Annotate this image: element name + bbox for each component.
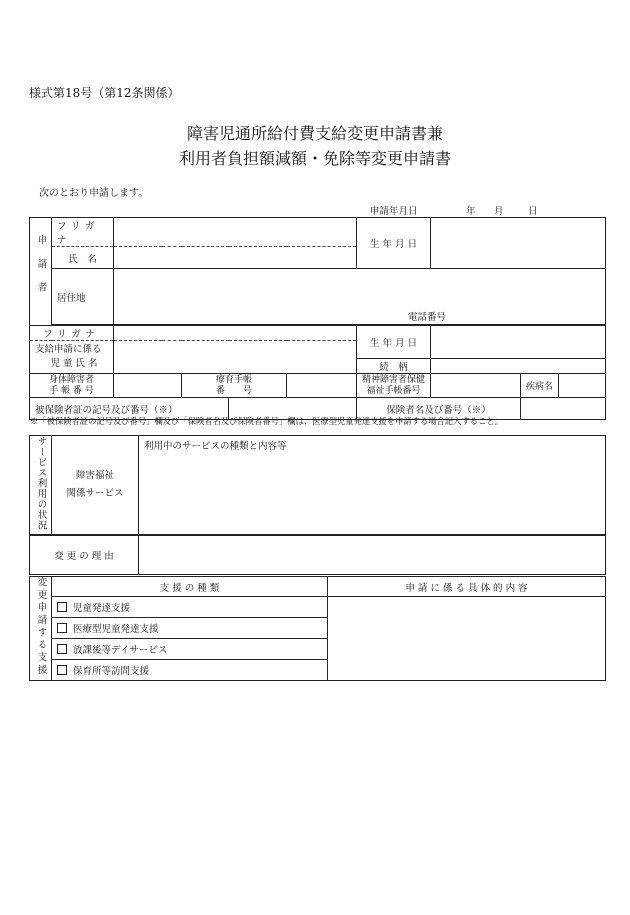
rehab-cert-field[interactable] xyxy=(287,374,357,398)
insurer-label: 保険者名及び番号（※） xyxy=(357,398,521,420)
support-option-after-school-day-service[interactable]: 放課後等デイサービス xyxy=(52,639,328,660)
physical-cert-label: 身体障害者 手 帳 番 号 xyxy=(30,374,114,398)
support-option-medical-child-development[interactable]: 医療型児童発達支援 xyxy=(52,618,328,639)
support-type-header: 支 援 の 種 類 xyxy=(52,577,328,597)
phone-label: 電話番号 xyxy=(408,312,447,323)
page-subtitle: 利用者負担額減額・免除等変更申請書 xyxy=(178,149,451,168)
support-detail-field[interactable] xyxy=(328,597,606,681)
applicant-birthdate-label: 生 年 月 日 xyxy=(357,218,431,269)
footnote: ※「被保険者証の記号及び番号」欄及び「保険者名及び保険者番号」欄は、医療型児童発達支援を申請する場合記入すること。 xyxy=(30,416,503,426)
date-day-label: 日 xyxy=(528,206,538,217)
support-option-child-development[interactable]: 児童発達支援 xyxy=(52,597,328,618)
support-change-table xyxy=(29,576,606,681)
physical-cert-field[interactable] xyxy=(114,374,182,398)
date-year-label: 年 xyxy=(466,206,476,217)
applicant-furigana-field[interactable] xyxy=(114,218,357,247)
applicant-section-label: 申請者 xyxy=(30,218,52,326)
change-reason-field[interactable] xyxy=(139,535,606,575)
applicant-address-label: 居住地 xyxy=(52,269,114,325)
disease-label: 疾病名 xyxy=(521,374,559,398)
form-number: 様式第18号（第12条関係） xyxy=(29,86,180,100)
checkbox-icon[interactable] xyxy=(57,623,67,633)
service-content-label: 利用中のサービスの種類と内容等 xyxy=(144,441,287,452)
support-change-section-label: 変更申請する支援 xyxy=(30,577,52,681)
insurer-field[interactable] xyxy=(521,398,606,420)
checkbox-icon[interactable] xyxy=(57,644,67,654)
applicant-address-field[interactable] xyxy=(114,269,606,325)
disease-field[interactable] xyxy=(559,374,606,398)
service-table xyxy=(29,435,606,575)
child-name-label: 支給申請に係る 児 童 氏 名 xyxy=(30,341,114,374)
applicant-name-label: 氏 名 xyxy=(52,247,114,269)
child-birthdate-label: 生 年 月 日 xyxy=(357,326,431,359)
child-name-field[interactable] xyxy=(114,341,357,374)
applicant-furigana-label: フリガナ xyxy=(52,218,114,247)
change-reason-label: 変 更 の 理 由 xyxy=(30,535,139,575)
checkbox-icon[interactable] xyxy=(57,665,67,675)
child-birthdate-field[interactable] xyxy=(431,326,606,359)
service-content-field[interactable] xyxy=(139,436,606,535)
application-date-label: 申請年月日 xyxy=(370,206,418,217)
rehab-cert-label: 療育手帳 番 号 xyxy=(182,374,287,398)
support-detail-header: 申 請 に 係 る 具 体 的 内 容 xyxy=(328,577,606,597)
relationship-label: 続 柄 xyxy=(357,359,431,374)
lead-text: 次のとおり申請します。 xyxy=(39,188,149,199)
child-furigana-field[interactable] xyxy=(114,326,357,341)
date-month-label: 月 xyxy=(494,206,504,217)
mental-cert-field[interactable] xyxy=(431,374,521,398)
applicant-birthdate-field[interactable] xyxy=(431,218,606,269)
page-title: 障害児通所給付費支給変更申請書兼 xyxy=(186,124,443,143)
mental-cert-label: 精神障害者保健 福祉手帳番号 xyxy=(357,374,431,398)
insured-number-label: 被保険者証の記号及び番号（※） xyxy=(30,398,229,420)
service-category-label: 障害福祉 関係サービス xyxy=(52,436,139,535)
child-furigana-label: フリガナ xyxy=(30,326,114,341)
support-option-nursery-visit-support[interactable]: 保育所等訪問支援 xyxy=(52,660,328,681)
applicant-name-field[interactable] xyxy=(114,247,357,269)
relationship-field[interactable] xyxy=(431,359,606,374)
applicant-table xyxy=(29,217,606,420)
service-status-section-label: サービス利用の状況 xyxy=(30,436,52,535)
checkbox-icon[interactable] xyxy=(57,602,67,612)
